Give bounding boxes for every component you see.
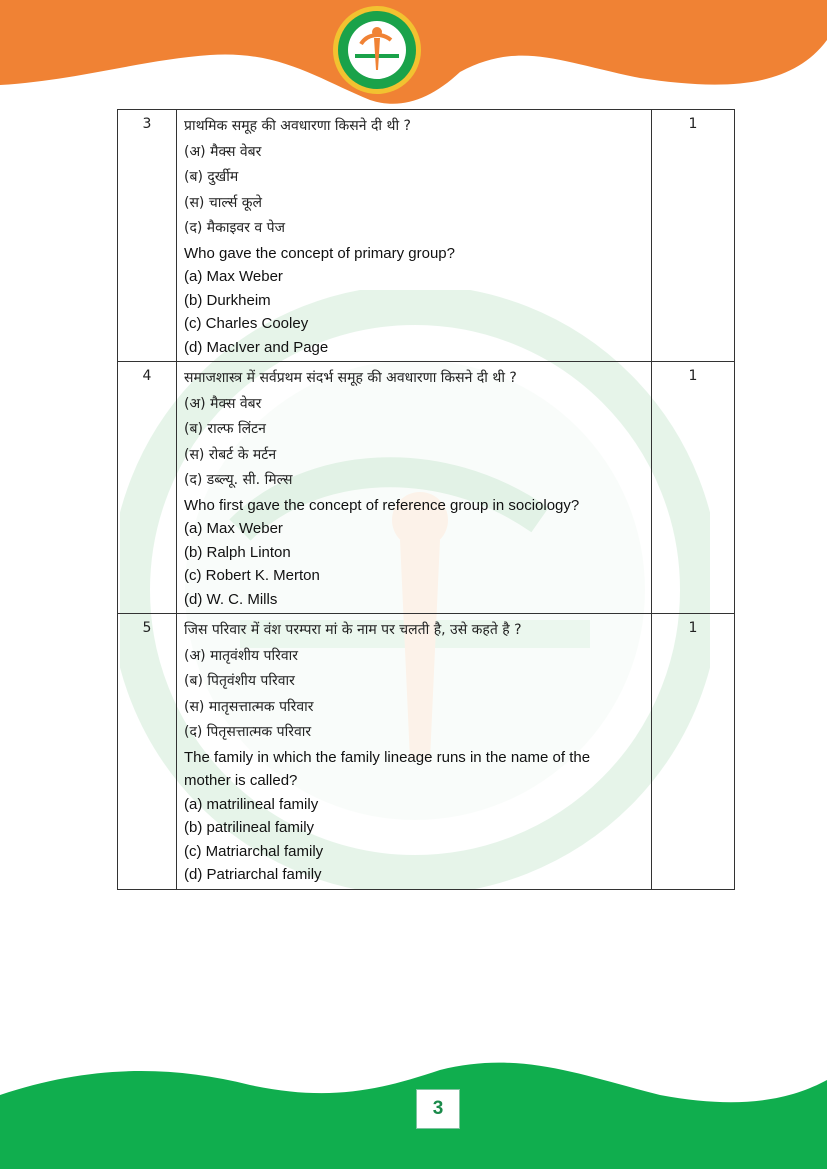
hindi-option: (अ) मैक्स वेबर [184, 143, 262, 160]
question-table [117, 109, 735, 890]
hindi-option: (स) चार्ल्स कूले [184, 194, 262, 211]
hindi-option: (अ) मातृवंशीय परिवार [184, 647, 298, 664]
question-row [118, 110, 735, 362]
footer-wave [0, 1040, 827, 1169]
question-number: 5 [118, 614, 177, 890]
hindi-option: (ब) राल्फ लिंटन [184, 421, 266, 437]
question-marks: 1 [652, 614, 735, 890]
board-seal-logo [331, 4, 423, 96]
english-option: (a) matrilineal family [184, 795, 319, 813]
question-body [177, 614, 652, 890]
english-option: (d) W. C. Mills [184, 590, 278, 608]
english-question: Who gave the concept of primary group? [184, 244, 455, 262]
hindi-option: (ब) दुर्खीम [184, 169, 239, 185]
question-number: 3 [118, 110, 177, 362]
hindi-option: (स) मातृसत्तात्मक परिवार [184, 698, 314, 715]
english-option: (c) Robert K. Merton [184, 567, 320, 584]
question-marks: 1 [652, 362, 735, 614]
question-number: 4 [118, 362, 177, 614]
hindi-option: (द) पितृसत्तात्मक परिवार [184, 724, 312, 740]
question-body [177, 110, 652, 362]
question-marks: 1 [652, 110, 735, 362]
hindi-option: (स) रोबर्ट के मर्टन [184, 446, 277, 463]
english-option: (d) MacIver and Page [184, 338, 329, 356]
hindi-option: (ब) पितृवंशीय परिवार [184, 673, 295, 689]
hindi-option: (द) डब्ल्यू. सी. मिल्स [184, 472, 293, 488]
hindi-option: (द) मैकाइवर व पेज [184, 220, 285, 236]
question-row [118, 614, 735, 890]
question-body [177, 362, 652, 614]
english-question: The family in which the family lineage runs in the name of the [184, 748, 591, 766]
english-option: (c) Matriarchal family [184, 842, 324, 860]
english-option: (c) Charles Cooley [184, 315, 309, 332]
hindi-option: (अ) मैक्स वेबर [184, 395, 262, 412]
hindi-question: प्राथमिक समूह की अवधारणा किसने दी थी ? [184, 118, 411, 134]
hindi-question: समाजशास्त्र में सर्वप्रथम संदर्भ समूह की अवधारणा किसने दी थी ? [184, 370, 517, 386]
question-row [118, 362, 735, 614]
hindi-question: जिस परिवार में वंश परम्परा मां के नाम पर चलती है, उसे कहते है ? [184, 622, 522, 638]
english-question: Who first gave the concept of reference group in sociology? [184, 496, 580, 514]
page-number: 3 [416, 1089, 460, 1129]
english-option: (a) Max Weber [184, 268, 283, 285]
english-option: (b) Ralph Linton [184, 543, 291, 561]
english-question: mother is called? [184, 772, 298, 789]
english-option: (d) Patriarchal family [184, 866, 322, 883]
english-option: (b) patrilineal family [184, 819, 315, 836]
english-option: (a) Max Weber [184, 520, 283, 537]
english-option: (b) Durkheim [184, 291, 271, 309]
